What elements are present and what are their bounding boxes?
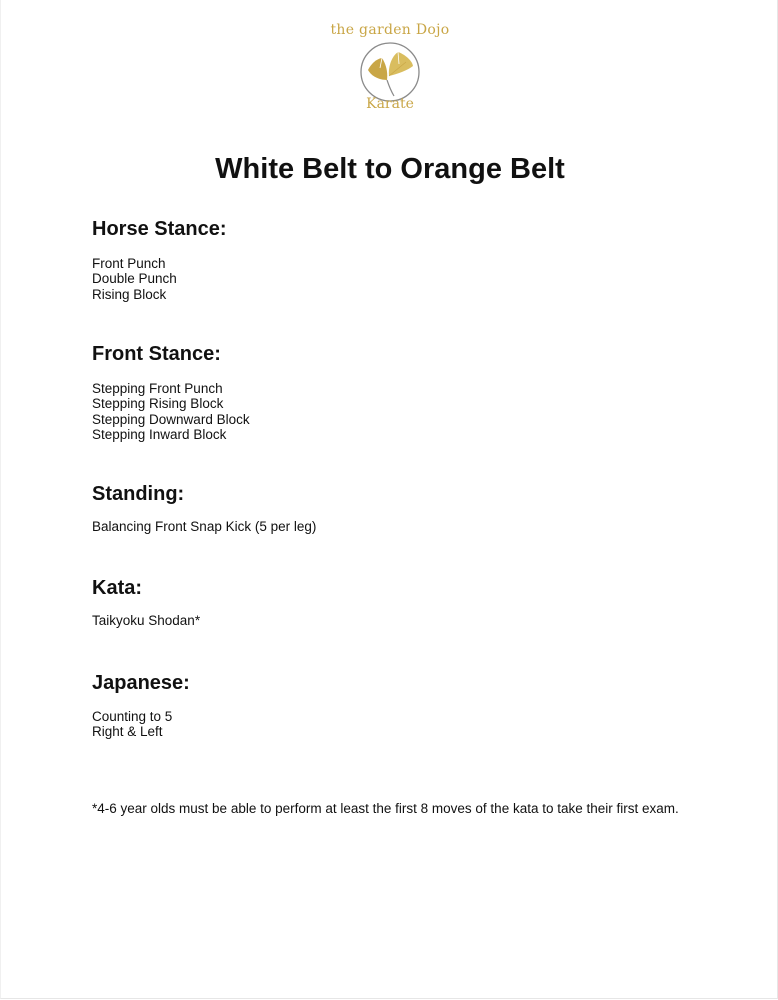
section-heading: Kata: (92, 577, 143, 599)
section-front-stance (92, 341, 692, 443)
page-title: White Belt to Orange Belt (215, 153, 565, 185)
technique-list (92, 519, 692, 534)
section-kata (92, 575, 692, 628)
section-standing (92, 481, 692, 534)
list-item: Taikyoku Shodan* (92, 613, 201, 628)
technique-list (92, 256, 692, 302)
list-item: Front Punch (92, 256, 166, 271)
list-item: Counting to 5 (92, 709, 173, 724)
section-horse-stance (92, 216, 692, 302)
section-japanese (92, 670, 692, 740)
technique-list (92, 613, 692, 628)
section-heading: Japanese: (92, 672, 190, 694)
list-item: Right & Left (92, 724, 163, 740)
section-heading: Standing: (92, 483, 185, 505)
logo-brand-name: the garden Dojo (330, 22, 450, 38)
section-heading: Front Stance: (92, 343, 221, 365)
dojo-logo (1, 20, 778, 112)
list-item: Stepping Downward Block (92, 411, 250, 427)
logo-brand-subtitle: Karate (366, 96, 414, 112)
list-item: Stepping Rising Block (92, 396, 224, 412)
ginkgo-leaf-icon (358, 40, 422, 104)
list-item: Double Punch (92, 271, 177, 287)
list-item: Rising Block (92, 286, 167, 302)
footnote: *4-6 year olds must be able to perform at least the first 8 moves of the kata to take their first exam. (92, 801, 679, 816)
technique-list (92, 709, 692, 740)
section-heading: Horse Stance: (92, 218, 227, 240)
list-item: Stepping Inward Block (92, 427, 227, 443)
technique-list (92, 381, 692, 443)
list-item: Balancing Front Snap Kick (5 per leg) (92, 519, 317, 534)
list-item: Stepping Front Punch (92, 381, 223, 396)
